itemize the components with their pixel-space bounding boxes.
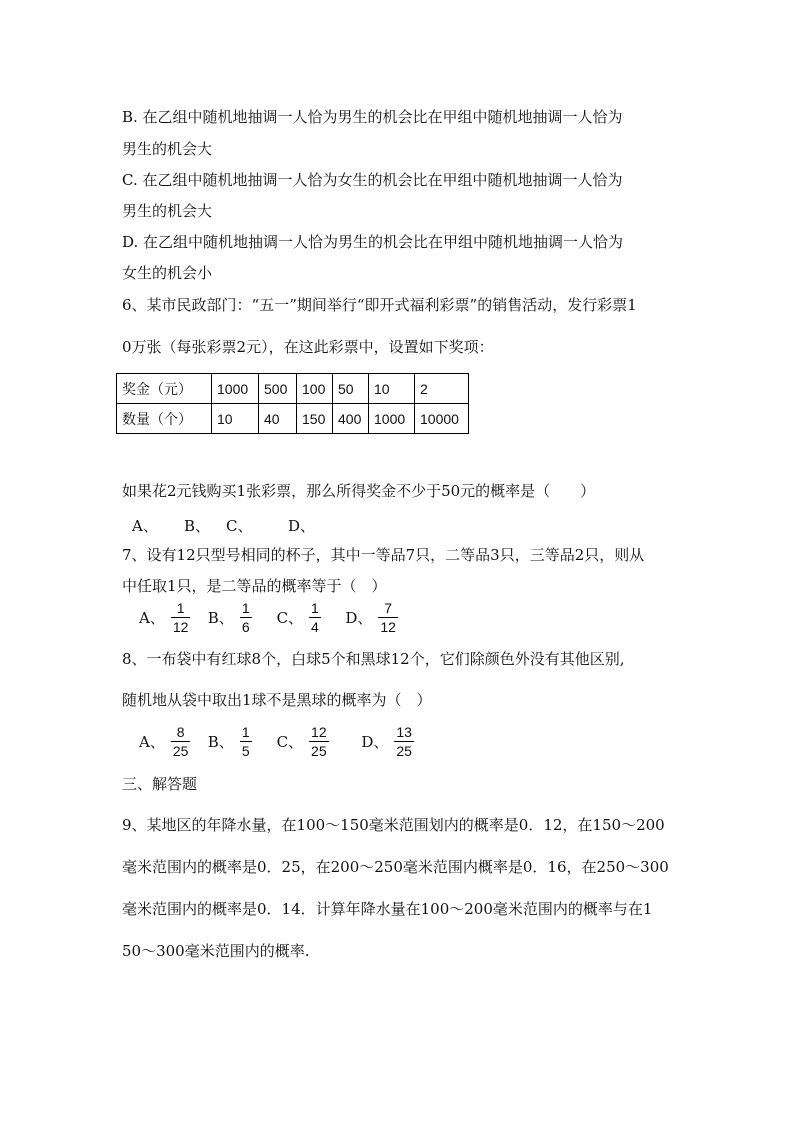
q7-option-d bbox=[345, 600, 398, 635]
table-cell: 1000 bbox=[212, 374, 259, 404]
q8-stem-line2: 随机地从袋中取出1球不是黑球的概率为（ ） bbox=[122, 691, 432, 709]
option-label: A、 bbox=[139, 609, 165, 627]
q5-option-d-line2: 女生的机会小 bbox=[122, 264, 213, 282]
denominator: 5 bbox=[241, 743, 250, 759]
table-cell: 10 bbox=[369, 374, 415, 404]
numerator: 1 bbox=[311, 600, 319, 616]
section-heading: 三、解答题 bbox=[122, 775, 198, 793]
q9-stem-line3: 毫米范围内的概率是0．14．计算年降水量在100～200毫米范围内的概率与在1 bbox=[122, 900, 653, 918]
q6-option-c: C、 bbox=[226, 517, 253, 535]
q8-option-d bbox=[361, 724, 414, 759]
fraction bbox=[240, 724, 252, 759]
table-cell: 10000 bbox=[415, 404, 469, 434]
q6-question: 如果花2元钱购买1张彩票，那么所得奖金不少于50元的概率是（ ） bbox=[122, 482, 596, 500]
table-cell: 数量（个） bbox=[117, 404, 212, 434]
table-cell: 10 bbox=[212, 404, 259, 434]
q6-stem-line1: 6、某市民政部门：“五一”期间举行“即开式福利彩票”的销售活动，发行彩票1 bbox=[122, 296, 637, 314]
q9-stem-line2: 毫米范围内的概率是0．25，在200～250毫米范围内概率是0．16，在250～300 bbox=[122, 858, 669, 876]
table-cell: 150 bbox=[297, 404, 333, 434]
table-row bbox=[117, 404, 469, 434]
denominator: 25 bbox=[172, 743, 189, 759]
q5-option-b-line2: 男生的机会大 bbox=[122, 140, 213, 158]
table-cell: 1000 bbox=[369, 404, 415, 434]
fraction bbox=[171, 600, 191, 635]
denominator: 4 bbox=[311, 619, 319, 635]
numerator: 1 bbox=[241, 600, 250, 616]
q8-option-a bbox=[139, 724, 203, 759]
numerator: 7 bbox=[384, 600, 393, 616]
option-label: C、 bbox=[276, 609, 304, 627]
table-cell: 500 bbox=[259, 374, 297, 404]
q8-option-b bbox=[208, 724, 272, 759]
q5-option-c-line2: 男生的机会大 bbox=[122, 202, 213, 220]
fraction bbox=[394, 724, 414, 759]
q7-option-a bbox=[139, 600, 203, 635]
q8-stem-line1: 8、一布袋中有红球8个，白球5个和黑球12个，它们除颜色外没有其他区别, bbox=[122, 650, 625, 668]
q7-stem-line2: 中任取1只，是二等品的概率等于（ ） bbox=[122, 577, 387, 595]
q7-options bbox=[139, 600, 398, 635]
table-cell: 2 bbox=[415, 374, 469, 404]
q6-options bbox=[132, 516, 315, 536]
denominator: 25 bbox=[311, 743, 327, 759]
table-cell: 50 bbox=[333, 374, 369, 404]
option-label: A、 bbox=[139, 733, 165, 751]
q7-stem-line1: 7、设有12只型号相同的杯子，其中一等品7只，二等品3只，三等品2只，则从 bbox=[122, 546, 645, 564]
q9-stem-line1: 9、某地区的年降水量，在100～150毫米范围划内的概率是0．12，在150～200 bbox=[122, 816, 665, 834]
fraction bbox=[240, 600, 252, 635]
table-row bbox=[117, 374, 469, 404]
option-label: D、 bbox=[345, 609, 373, 627]
q5-option-c-line1: C. 在乙组中随机地抽调一人恰为女生的机会比在甲组中随机地抽调一人恰为 bbox=[122, 171, 623, 189]
fraction bbox=[378, 600, 398, 635]
fraction bbox=[309, 724, 329, 759]
denominator: 12 bbox=[172, 619, 189, 635]
option-label: B、 bbox=[207, 733, 234, 751]
q5-option-d-line1: D. 在乙组中随机地抽调一人恰为男生的机会比在甲组中随机地抽调一人恰为 bbox=[122, 233, 624, 251]
fraction bbox=[171, 724, 191, 759]
q8-options bbox=[139, 724, 414, 759]
table-cell: 400 bbox=[333, 404, 369, 434]
table-cell: 100 bbox=[297, 374, 333, 404]
q9-stem-line4: 50～300毫米范围内的概率. bbox=[122, 942, 310, 960]
table-cell: 奖金（元） bbox=[117, 374, 212, 404]
numerator: 1 bbox=[241, 724, 250, 740]
option-label: B、 bbox=[207, 609, 234, 627]
numerator: 12 bbox=[311, 724, 327, 740]
denominator: 25 bbox=[396, 743, 412, 759]
numerator: 8 bbox=[176, 724, 185, 740]
option-label: C、 bbox=[276, 733, 304, 751]
prize-table bbox=[116, 373, 469, 434]
numerator: 1 bbox=[176, 600, 185, 616]
q6-option-d: D、 bbox=[288, 517, 316, 535]
q5-option-b-line1: B. 在乙组中随机地抽调一人恰为男生的机会比在甲组中随机地抽调一人恰为 bbox=[122, 108, 623, 126]
denominator: 12 bbox=[380, 619, 396, 635]
q6-stem-line2: 0万张（每张彩票2元），在这此彩票中，设置如下奖项： bbox=[122, 338, 494, 356]
q6-option-a: A、 bbox=[132, 517, 158, 535]
denominator: 6 bbox=[241, 619, 250, 635]
numerator: 13 bbox=[396, 724, 412, 740]
table-cell: 40 bbox=[259, 404, 297, 434]
option-label: D、 bbox=[361, 733, 389, 751]
fraction bbox=[309, 600, 321, 635]
q7-option-b bbox=[208, 600, 272, 635]
q7-option-c bbox=[277, 600, 341, 635]
q8-option-c bbox=[277, 724, 357, 759]
q6-option-b: B、 bbox=[184, 517, 211, 535]
